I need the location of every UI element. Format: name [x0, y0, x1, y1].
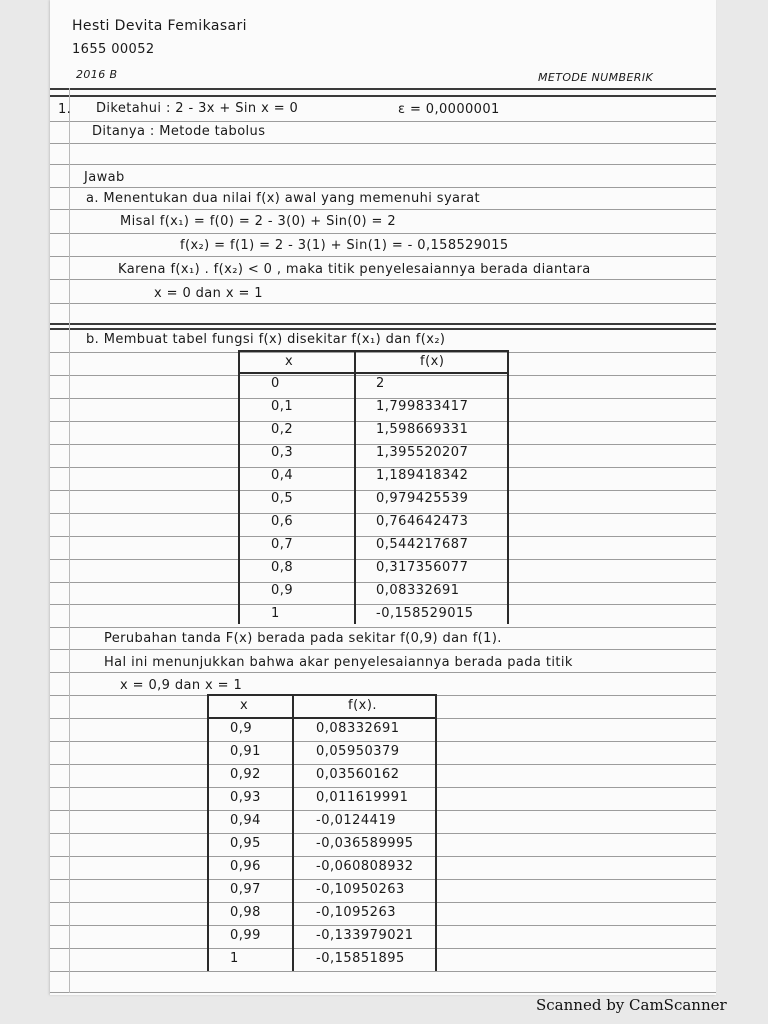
- ruled-line: [50, 303, 716, 304]
- cell-x: 0,93: [230, 790, 261, 805]
- cell-fx: -0,15851895: [316, 951, 405, 966]
- ruled-line: [50, 810, 716, 811]
- ruled-line: [50, 279, 716, 280]
- ruled-line: [50, 143, 716, 144]
- author-name: Hesti Devita Femikasari: [72, 18, 247, 34]
- cell-fx: 1,799833417: [376, 399, 469, 414]
- ruled-line: [50, 352, 716, 353]
- cell-x: 0,99: [230, 928, 261, 943]
- range-line: x = 0 dan x = 1: [154, 286, 263, 301]
- table-border: [207, 694, 209, 971]
- ruled-line: [50, 971, 716, 972]
- student-id: 1655 00052: [72, 42, 155, 57]
- cell-x: 1: [230, 951, 239, 966]
- cell-fx: 0,544217687: [376, 537, 469, 552]
- ruled-line: [50, 256, 716, 257]
- cell-x: 0: [271, 376, 280, 391]
- table-border: [354, 350, 356, 624]
- ruled-line: [50, 764, 716, 765]
- ruled-line: [50, 323, 716, 325]
- karena-line: Karena f(x₁) . f(x₂) < 0 , maka titik penyelesaiannya berada diantara: [118, 262, 591, 277]
- cell-fx: 1,395520207: [376, 445, 469, 460]
- ruled-line: [50, 233, 716, 234]
- cell-fx: -0,036589995: [316, 836, 414, 851]
- ruled-line: [50, 902, 716, 903]
- column-header: f(x).: [348, 698, 378, 713]
- step-b-title: b. Membuat tabel fungsi f(x) disekitar f(x₁) dan f(x₂): [86, 332, 446, 347]
- ruled-line: [50, 121, 716, 122]
- ruled-line: [50, 95, 716, 97]
- cell-fx: -0,10950263: [316, 882, 405, 897]
- misal-line-2: f(x₂) = f(1) = 2 - 3(1) + Sin(1) = - 0,158529015: [180, 238, 509, 253]
- answer-label: Jawab: [84, 170, 125, 185]
- ruled-line: [50, 879, 716, 880]
- cell-x: 0,7: [271, 537, 294, 552]
- cell-fx: 0,08332691: [376, 583, 460, 598]
- cell-x: 0,4: [271, 468, 294, 483]
- ruled-line: [50, 88, 716, 90]
- cell-fx: 0,979425539: [376, 491, 469, 506]
- cell-x: 0,97: [230, 882, 261, 897]
- cell-fx: 1,189418342: [376, 468, 469, 483]
- scanner-watermark: Scanned by CamScanner: [536, 996, 727, 1014]
- ruled-line: [50, 856, 716, 857]
- problem-number: 1.: [58, 102, 72, 117]
- ruled-line: [50, 164, 716, 165]
- cell-fx: 0,05950379: [316, 744, 400, 759]
- epsilon-value: ε = 0,0000001: [398, 102, 500, 117]
- asked-text: Ditanya : Metode tabolus: [92, 124, 266, 139]
- misal-line-1: Misal f(x₁) = f(0) = 2 - 3(0) + Sin(0) = 2: [120, 214, 397, 229]
- class-label: 2016 B: [76, 68, 118, 81]
- known-equation: Diketahui : 2 - 3x + Sin x = 0: [96, 101, 299, 116]
- cell-fx: -0,060808932: [316, 859, 414, 874]
- ruled-line: [50, 833, 716, 834]
- conclusion-line-3: x = 0,9 dan x = 1: [120, 678, 243, 693]
- step-a-title: a. Menentukan dua nilai f(x) awal yang memenuhi syarat: [86, 191, 481, 206]
- cell-fx: 0,317356077: [376, 560, 469, 575]
- cell-x: 0,94: [230, 813, 261, 828]
- table-border: [238, 350, 507, 352]
- ruled-line: [50, 672, 716, 673]
- cell-fx: 0,764642473: [376, 514, 469, 529]
- cell-x: 0,9: [271, 583, 294, 598]
- ruled-line: [50, 604, 716, 605]
- ruled-line: [50, 741, 716, 742]
- cell-x: 1: [271, 606, 280, 621]
- cell-fx: 0,011619991: [316, 790, 409, 805]
- cell-x: 0,6: [271, 514, 294, 529]
- cell-fx: -0,158529015: [376, 606, 474, 621]
- ruled-line: [50, 328, 716, 330]
- cell-x: 0,96: [230, 859, 261, 874]
- cell-x: 0,5: [271, 491, 294, 506]
- table-border: [238, 350, 240, 624]
- cell-fx: -0,1095263: [316, 905, 396, 920]
- table-border: [207, 694, 435, 696]
- column-header: x: [240, 698, 249, 713]
- ruled-line: [50, 649, 716, 650]
- table-border: [435, 694, 437, 971]
- ruled-line: [50, 187, 716, 188]
- table-border: [238, 372, 507, 374]
- conclusion-line-1: Perubahan tanda F(x) berada pada sekitar f(0,9) dan f(1).: [104, 631, 502, 646]
- ruled-line: [50, 627, 716, 628]
- cell-x: 0,8: [271, 560, 294, 575]
- cell-x: 0,2: [271, 422, 294, 437]
- cell-fx: 0,08332691: [316, 721, 400, 736]
- cell-fx: -0,0124419: [316, 813, 396, 828]
- cell-x: 0,3: [271, 445, 294, 460]
- ruled-line: [50, 925, 716, 926]
- cell-x: 0,98: [230, 905, 261, 920]
- ruled-line: [50, 209, 716, 210]
- cell-x: 0,92: [230, 767, 261, 782]
- cell-fx: 0,03560162: [316, 767, 400, 782]
- column-header: x: [285, 354, 294, 369]
- cell-x: 0,1: [271, 399, 294, 414]
- cell-fx: 2: [376, 376, 385, 391]
- cell-x: 0,95: [230, 836, 261, 851]
- ruled-line: [50, 787, 716, 788]
- column-header: f(x): [420, 354, 445, 369]
- table-border: [507, 350, 509, 624]
- cell-x: 0,91: [230, 744, 261, 759]
- table-border: [207, 717, 435, 719]
- cell-fx: -0,133979021: [316, 928, 414, 943]
- cell-x: 0,9: [230, 721, 253, 736]
- margin-line: [69, 88, 70, 993]
- ruled-line: [50, 948, 716, 949]
- course-title: METODE NUMBERIK: [538, 71, 654, 84]
- ruled-line: [50, 992, 716, 993]
- conclusion-line-2: Hal ini menunjukkan bahwa akar penyelesaiannya berada pada titik: [104, 655, 573, 670]
- table-border: [292, 694, 294, 971]
- cell-fx: 1,598669331: [376, 422, 469, 437]
